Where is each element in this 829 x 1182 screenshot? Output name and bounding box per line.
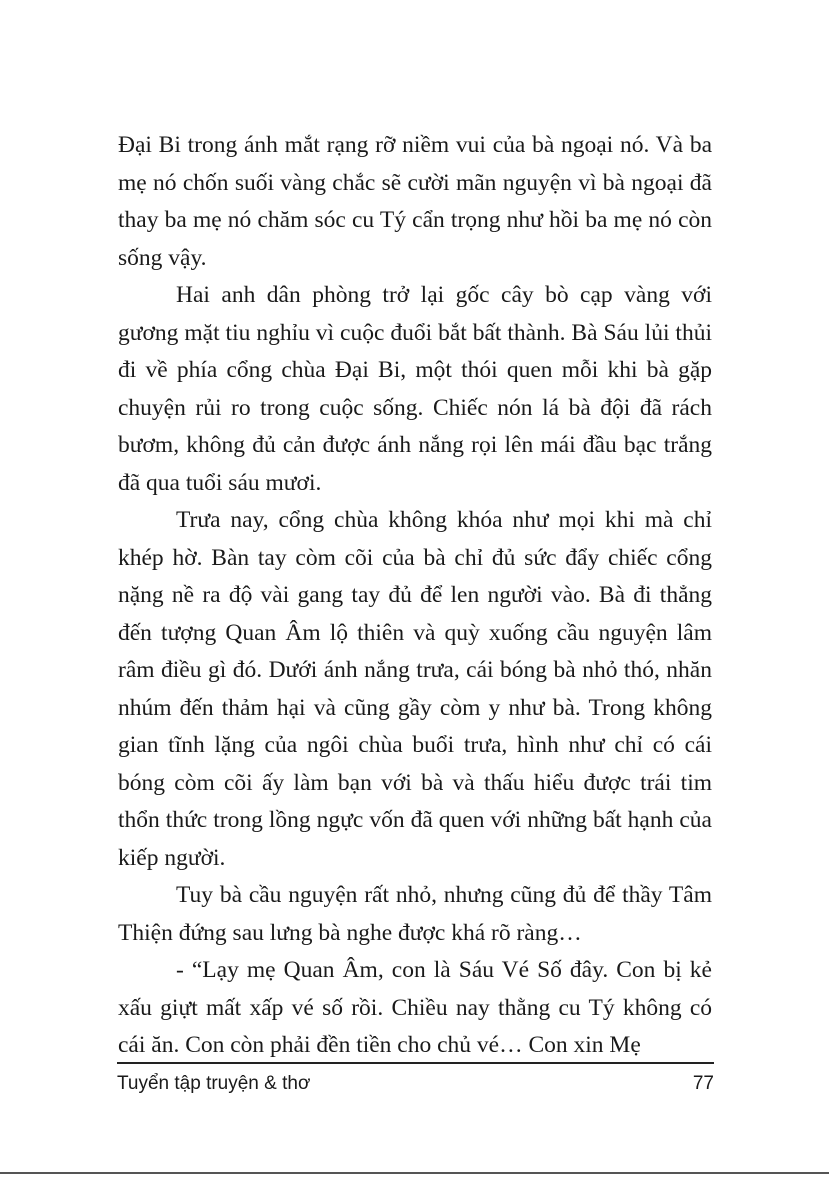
paragraph-1: Đại Bi trong ánh mắt rạng rỡ niềm vui của bà ngoại nó. Và ba mẹ nó chốn suối vàng chắc sẽ cười mãn nguyện vì bà ngoại đã thay ba mẹ nó chăm sóc cu Tý cẩn trọng như hồi ba mẹ nó còn sống vậy. [118,132,712,271]
page-bottom-edge [0,1172,829,1174]
footer-book-title: Tuyển tập truyện & thơ [117,1073,311,1094]
footer-divider [117,1062,714,1064]
paragraph-2: Hai anh dân phòng trở lại gốc cây bò cạp vàng với gương mặt tiu nghỉu vì cuộc đuổi bắt bất thành. Bà Sáu lủi thủi đi về phía cổng chùa Đại Bi, một thói quen mỗi khi bà gặp chuyện rủi ro trong cuộc sống. Chiếc nón lá bà đội đã rách bươm, không đủ cản được ánh nắng rọi lên mái đầu bạc trắng đã qua tuổi sáu mươi. [118,282,712,496]
page-number: 77 [692,1073,714,1094]
paragraph-3: Trưa nay, cổng chùa không khóa như mọi khi mà chỉ khép hờ. Bàn tay còm cõi của bà chỉ đủ sức đẩy chiếc cổng nặng nề ra độ vài gang tay đủ để len người vào. Bà đi thẳng đến tượng Quan Âm lộ thiên và quỳ xuống cầu nguyện lâm râm điều gì đó. Dưới ánh nắng trưa, cái bóng bà nhỏ thó, nhăn nhúm đến thảm hại và cũng gầy còm y như bà. Trong không gian tĩnh lặng của ngôi chùa buổi trưa, hình như chỉ có cái bóng còm cõi ấy làm bạn với bà và thấu hiểu được trái tim thổn thức trong lồng ngực vốn đã quen với những bất hạnh của kiếp người. [118,507,712,871]
paragraph-5: - “Lạy mẹ Quan Âm, con là Sáu Vé Số đây. Con bị kẻ xấu giựt mất xấp vé số rồi. Chiều nay thằng cu Tý không có cái ăn. Con còn phải đền tiền cho chủ vé… Con xin Mẹ [118,957,712,1058]
paragraph-4: Tuy bà cầu nguyện rất nhỏ, nhưng cũng đủ để thầy Tâm Thiện đứng sau lưng bà nghe được khá rõ ràng… [118,882,712,946]
page-body [118,127,712,1065]
